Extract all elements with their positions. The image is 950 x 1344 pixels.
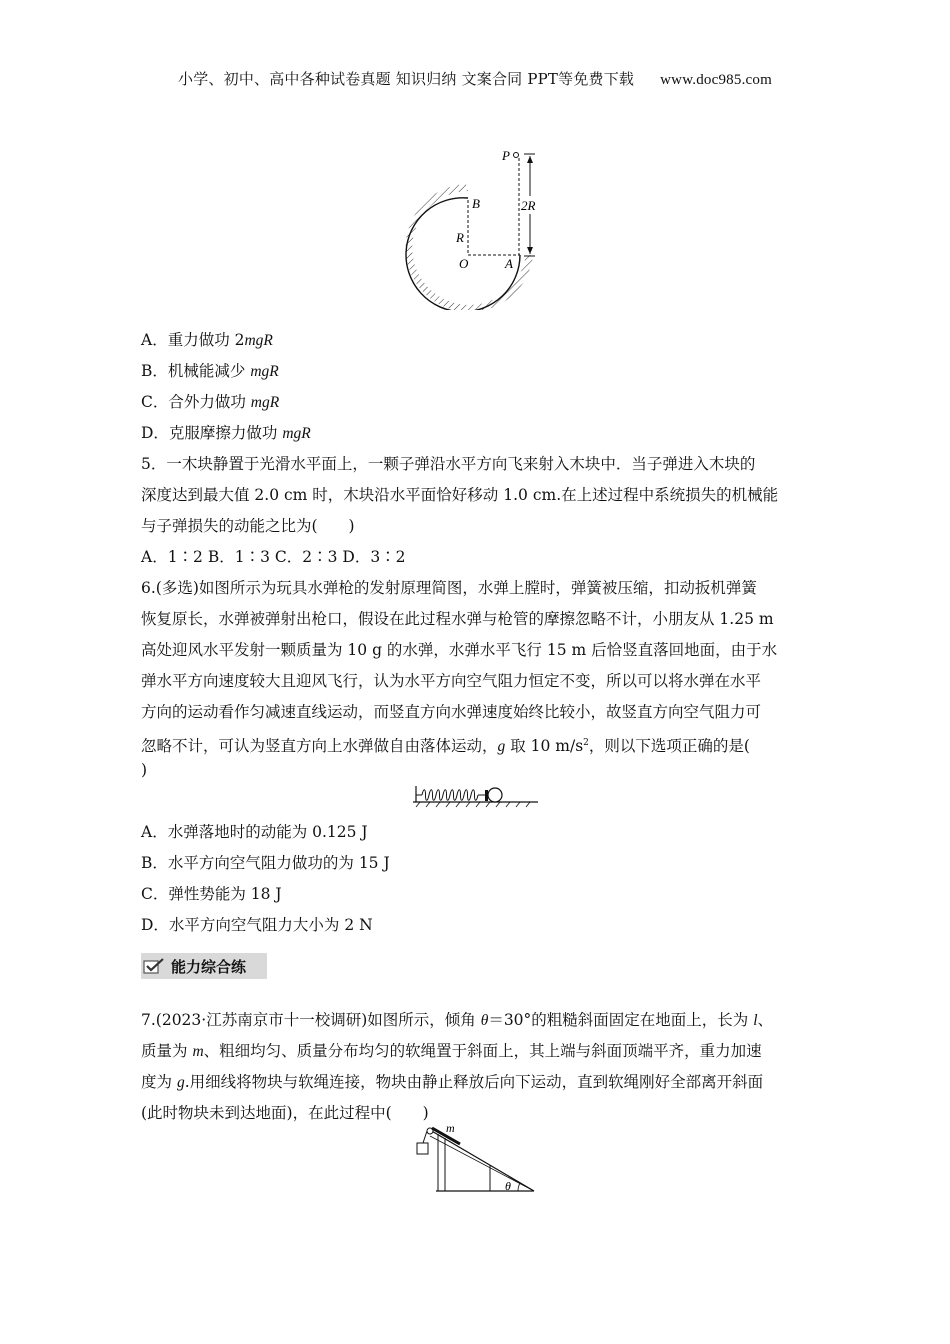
q5-line-3: 与子弹损失的动能之比为( ) [141,517,355,535]
label-p: P [502,148,510,163]
label-a: A [505,256,513,271]
q5-options: A．1∶2 B．1∶3 C．2∶3 D．3∶2 [141,548,406,566]
label-theta: θ [505,1179,511,1193]
spring-gun-figure [405,780,545,810]
q6-line-1: 6.(多选)如图所示为玩具水弹枪的发射原理简图，水弹上膛时，弹簧被压缩，扣动扳机弹簧 [141,579,757,597]
label-b: B [472,196,480,211]
q4-option-d: D．克服摩擦力做功 mgR [141,424,311,442]
track-arc [406,198,520,310]
water-bullet [488,788,502,802]
q5-line-1: 5．一木块静置于光滑水平面上，一颗子弹沿水平方向飞来射入木块中．当子弹进入木块的 [141,455,756,473]
q6-line-2: 恢复原长，水弹被弹射出枪口，假设在此过程水弹与枪管的摩擦忽略不计，小朋友从 1.25 m [141,610,774,628]
q6-option-c: C．弹性势能为 18 J [141,885,282,903]
checklist-icon [143,957,165,975]
q7-line-1: 7.(2023·江苏南京市十一校调研)如图所示，倾角 θ＝30°的粗糙斜面固定在地面上，长为 l、 [141,1011,774,1029]
q6-option-a: A．水弹落地时的动能为 0.125 J [141,823,368,841]
q6-line-7: ) [141,761,148,779]
q4-option-a: A．重力做功 2mgR [141,331,273,349]
circular-track-figure [400,140,560,310]
spring-coil [416,790,488,801]
q6-line-5: 方向的运动看作匀减速直线运动，而竖直方向水弹速度始终比较小，故竖直方向空气阻力可 [141,703,762,721]
q6-line-3: 高处迎风水平发射一颗质量为 10 g 的水弹，水弹水平飞行 15 m 后恰竖直落回地面，由于水 [141,641,778,659]
incline-figure [408,1118,548,1198]
q6-line-6: 忽略不计，可认为竖直方向上水弹做自由落体运动，g 取 10 $m/s^2$，则以下选项正确的是( [141,737,750,756]
q4-option-b: B．机械能减少 mgR [141,362,279,380]
q6-option-d: D．水平方向空气阻力大小为 2 N [141,916,373,934]
header-site: www.doc985.com [660,72,772,88]
label-m: m [446,1121,455,1135]
q6-line-4: 弹水平方向速度较大且迎风飞行，认为水平方向空气阻力恒定不变，所以可以将水弹在水平 [141,672,762,690]
track-hatching [406,184,533,310]
q5-line-2: 深度达到最大值 2.0 cm 时，木块沿水平面恰好移动 1.0 cm.在上述过程中系统损失的机械能 [141,486,779,504]
q7-line-2: 质量为 m、粗细均匀、质量分布均匀的软绳置于斜面上，其上端与斜面顶端平齐，重力加速 [141,1042,762,1060]
section-header [141,953,267,979]
hanging-block [417,1143,428,1154]
page-header [0,68,950,89]
ball-p [514,153,519,158]
q7-line-4: (此时物块未到达地面)，在此过程中( ) [141,1104,429,1122]
header-text: 小学、初中、高中各种试卷真题 知识归纳 文案合同 PPT等免费下载 [178,70,635,88]
q6-option-b: B．水平方向空气阻力做功的为 15 J [141,854,390,872]
label-r: R [456,230,464,245]
q4-option-c: C．合外力做功 mgR [141,393,280,411]
section-title: 能力综合练 [171,957,247,976]
q7-line-3: 度为 g.用细线将物块与软绳连接，物块由静止释放后向下运动，直到软绳刚好全部离开斜面 [141,1073,764,1091]
label-2r: 2R [521,198,536,213]
label-o: O [459,256,469,271]
